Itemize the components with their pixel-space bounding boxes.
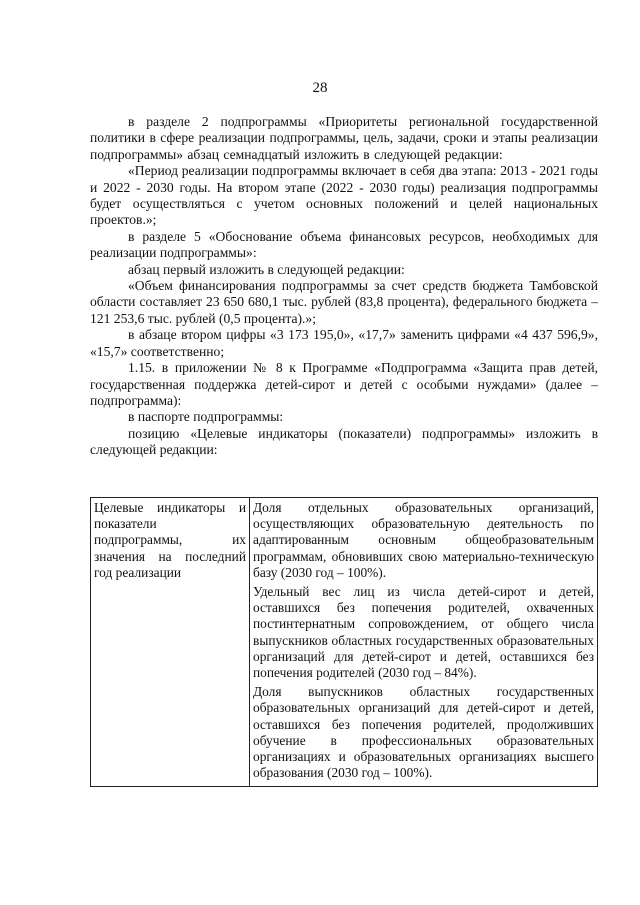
paragraph-quote-period: «Период реализации подпрограммы включает в себя два этапа: 2013 - 2021 годы и 2022 - 2030 годы. На втором этапе (2022 - 2030 годы) реализация подпрограммы будет осуществляться с учетом основных положений и целей национальных проектов.»; — [90, 163, 598, 228]
indicator-item: Удельный вес лиц из числа детей-сирот и детей, оставшихся без попечения родителей, охваченных постинтернатным сопровождением, от общего числа выпускников областных государственных образовательных организаций для детей-сирот и детей, оставшихся без попечения родителей (2030 год – 84%). — [253, 584, 594, 681]
paragraph-first-abzac: абзац первый изложить в следующей редакции: — [128, 261, 405, 277]
paragraph-passport: в паспорте подпрограммы: — [128, 409, 284, 425]
paragraph-quote-financing: «Объем финансирования подпрограммы за счет средств бюджета Тамбовской области составляет 23 650 680,1 тыс. рублей (83,8 процента), федерального бюджета – 121 253,6 тыс. рублей (0,5 процента).»; — [90, 278, 598, 326]
paragraph-section-5: в разделе 5 «Обоснование объема финансовых ресурсов, необходимых для реализации подпрограммы»: — [90, 228, 598, 261]
paragraph-section-2: в разделе 2 подпрограммы «Приоритеты региональной государственной политики в сфере реализации подпрограммы, цель, задачи, сроки и этапы реализации подпрограммы» абзац семнадцатый изложить в следующей редакции: — [90, 114, 598, 162]
paragraph-position: позицию «Целевые индикаторы (показатели) подпрограммы» изложить в следующей редакции: — [90, 425, 598, 458]
page-number: 28 — [312, 80, 328, 96]
table-row — [91, 498, 598, 787]
paragraph-1-15: 1.15. в приложении № 8 к Программе «Подпрограмма «Защита прав детей, государственная поддержка детей-сирот и детей с особыми нуждами» (далее – подпрограмма): — [90, 360, 598, 408]
indicator-values-cell — [250, 498, 598, 787]
indicators-table — [90, 497, 598, 787]
indicator-title-cell: Целевые индикаторы и показатели подпрограммы, их значения на последний год реализации — [91, 498, 250, 787]
paragraph-second-abzac: в абзаце втором цифры «3 173 195,0», «17,7» заменить цифрами «4 437 596,9», «15,7» соответственно; — [90, 327, 598, 359]
indicator-item: Доля выпускников областных государственных образовательных организаций для детей-сирот и детей, оставшихся без попечения родителей, продолживших обучение в профессиональных образовательных организациях и образовательных организациях высшего образования (2030 год – 100%). — [253, 684, 594, 781]
indicator-item: Доля отдельных образовательных организаций, осуществляющих образовательную деятельность по адаптированным основным общеобразовательным программам, обновивших свою материально-техническую базу (2030 год – 100%). — [253, 500, 594, 580]
document-body — [90, 114, 598, 459]
